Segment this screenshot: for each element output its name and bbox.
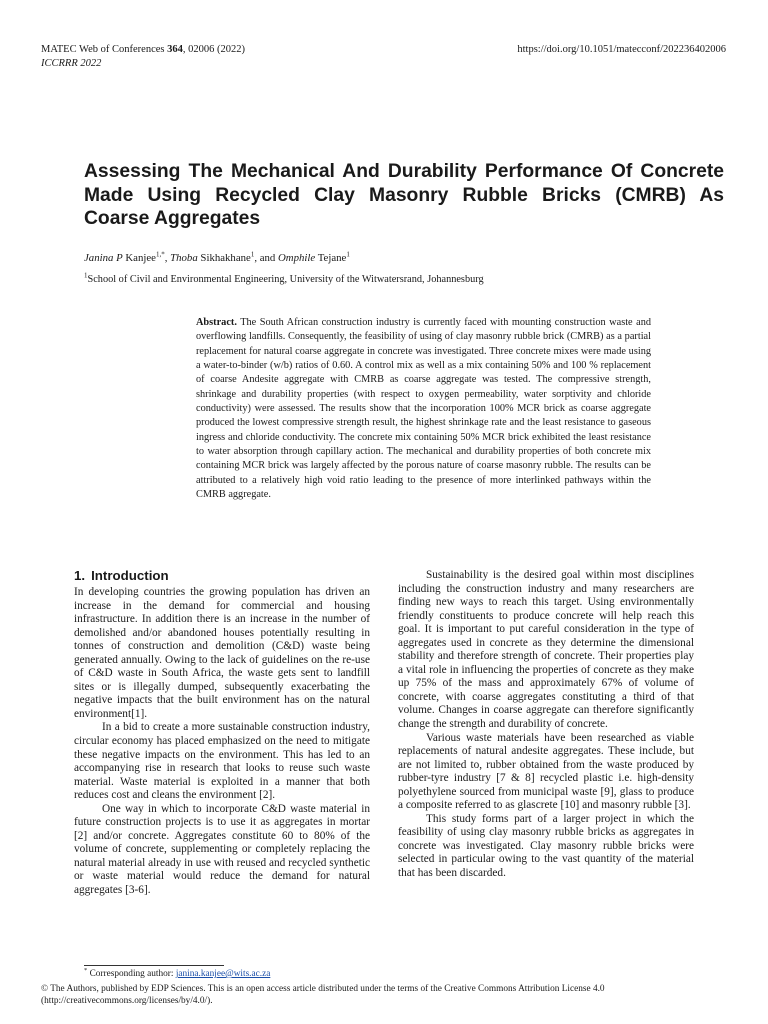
body-paragraph: This study forms part of a larger project in which the feasibility of using clay masonry rubble bricks as aggregates in concrete was investigated. Clay masonry rubble bricks were selected in particular owing to the vast quantity of the material that has been discarded.	[398, 812, 694, 880]
license-notice: © The Authors, published by EDP Sciences. This is an open access article distributed under the terms of the Creative Commons Attribution License 4.0 (http://creativecommons.org/licenses/by/4.0/).	[41, 984, 605, 1006]
paper-title: Assessing The Mechanical And Durability Performance Of Concrete Made Using Recycled Clay Masonry Rubble Bricks (CMRB) As Coarse Aggregates	[84, 161, 724, 229]
right-column	[398, 569, 694, 881]
running-header-left	[41, 43, 245, 71]
affiliation-mark: 1,*	[155, 250, 165, 259]
conference-name: ICCRRR 2022	[41, 58, 102, 69]
journal-line	[41, 43, 245, 57]
author-given-name: Thoba	[170, 252, 198, 264]
affiliation-mark: 1	[84, 271, 88, 280]
author-list	[84, 251, 350, 265]
doi-link[interactable]: https://doi.org/10.1051/matecconf/202236402006	[517, 44, 726, 55]
author-separator: ,	[164, 252, 171, 264]
body-paragraph: Various waste materials have been researched as viable replacements of natural andesite aggregates. These include, but are not limited to, rubber obtained from the waste produced by rubber-tyre industry [7 & 8] recycled plastic i.e. high-density polyethylene sourced from municipal waste [9], glass to produce a composite referred to as glascrete [10] and masonry rubble [3].	[398, 731, 694, 812]
abstract-label: Abstract.	[196, 317, 237, 328]
corresponding-author-footnote	[84, 968, 270, 980]
affiliation-text: School of Civil and Environmental Engineering, University of the Witwatersrand, Johannesburg	[87, 274, 484, 285]
author-surname: Tejane	[315, 252, 347, 264]
article-number: , 02006 (2022)	[182, 44, 245, 55]
affiliation	[84, 273, 484, 287]
section-title: Introduction	[91, 568, 169, 583]
left-column	[74, 567, 370, 898]
body-paragraph: In a bid to create a more sustainable construction industry, circular economy has placed emphasized on the need to mitigate these negative impacts on the environment. This has led to an accompanying rise in research that looks to reuse such waste material. Waste material is exploited in a manner that both reduces cost and cleans the environment [2].	[74, 721, 370, 802]
footnote-divider	[84, 965, 224, 966]
body-paragraph: One way in which to incorporate C&D waste material in future construction projects is to use it as aggregates in mortar [2] and/or concrete. Aggregates constitute 60 to 80% of the volume of concrete, supplementing or completely replacing the natural material already in use with reused and recycled synthetic or waste material would reduce the demand for natural aggregates [3-6].	[74, 802, 370, 897]
abstract	[196, 316, 651, 502]
body-paragraph: Sustainability is the desired goal within most disciplines including the construction industry and many researchers are finding new ways to reach this target. Using environmentally friendly constituents to produce concrete will help reach this goal. It is important to put careful consideration in the type of aggregates used in concrete as they determine the dimensional stability and therefore strength of concrete. Their properties play a vital role in influencing the properties of concrete as they make up 75% of the mass and approximately 67% of volume of concrete, with coarse aggregates constituting a third of that volume. Changes in coarse aggregate can therefore significantly change the strength and durability of concrete.	[398, 569, 694, 731]
journal-name: MATEC Web of Conferences	[41, 44, 168, 55]
author-given-name: Omphile	[278, 252, 316, 264]
abstract-text: The South African construction industry is currently faced with mounting construction waste and overflowing landfills. Consequently, the feasibility of using of clay masonry rubble brick (CMRB) as a partial replacement for natural coarse aggregate in concrete was investigated. Three concrete mixes were made using a water-to-binder (w/b) ratios of 0.60. A control mix as well as a mix containing 50% and 100 % replacement of coarse Andesite aggregate with CMRB as coarse aggregate was tested. The compressive strength, shrinkage and durability properties (with respect to oxygen permeability, water sorptivity and chloride conductivity) were assessed. The results show that the incorporation 100% MCR brick as coarse aggregate produced the lowest compressive strength result, the highest shrinkage rate and the least resistance to gaseous ingress and chloride conductivity. The concrete mix containing 50% MCR brick exhibited the least resistance to water absorption through capillary action. The mechanical and durability properties of both concrete mix containing MCR brick was largely affected by the porous nature of coarse masonry rubble. The results can be attributed to a relatively high void ratio leading to the presence of more interlinked pathways within the CMRB aggregate.	[196, 317, 651, 501]
affiliation-mark: 1	[250, 250, 255, 259]
section-number: 1.	[74, 568, 86, 583]
author-email-link[interactable]: janina.kanjee@wits.ac.za	[175, 969, 271, 979]
journal-volume: 364	[167, 44, 183, 55]
affiliation-mark: 1	[346, 250, 350, 259]
footnote-label: Corresponding author:	[87, 969, 176, 979]
section-heading	[74, 567, 370, 584]
author-surname: Kanjee	[122, 252, 156, 264]
footnote-mark: *	[84, 966, 88, 974]
author-given-name: Janina P	[84, 252, 123, 264]
author-separator: , and	[254, 252, 278, 264]
author-surname: Sikhakhane	[197, 252, 251, 264]
body-paragraph: In developing countries the growing population has driven an increase in the demand for commercial and housing infrastructure. In addition there is an increase in the number of demolished and/or abandoned houses potentially resulting in tonnes of construction and demolition (C&D) waste being generated annually. Owing to the lack of guidelines on the re-use of C&D waste in South Africa, the waste gets sent to landfill sites or is illegally dumped, subsequently exacerbating the negative impacts that the built environment has on the natural environment[1].	[74, 586, 370, 720]
